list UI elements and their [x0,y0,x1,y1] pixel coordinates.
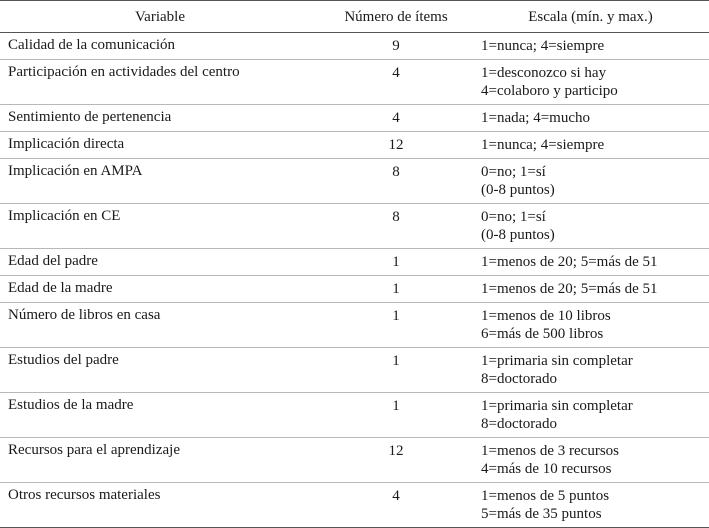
table-row [0,483,709,528]
header-variable: Variable [135,8,185,25]
table-row [0,33,709,60]
scale-cell [472,204,709,248]
header-item-count: Número de ítems [344,8,448,25]
scale-line: 1=menos de 20; 5=más de 51 [481,254,658,270]
scale-line: 1=menos de 5 puntos [481,488,610,504]
item-count-cell: 1 [392,281,400,297]
scale-line: 4=colaboro y participo [481,83,618,99]
scale-line: 6=más de 500 libros [481,326,604,342]
scale-line: 0=no; 1=sí [481,209,546,225]
variable-cell: Edad de la madre [8,280,113,296]
scale-line: 0=no; 1=sí [481,164,546,180]
item-count-cell: 8 [392,209,400,225]
item-count-cell: 1 [392,308,400,324]
item-count-cell: 1 [392,254,400,270]
item-count-cell: 4 [392,488,400,504]
header-scale: Escala (mín. y max.) [528,8,653,25]
scale-cell [472,33,709,59]
scale-line: (0-8 puntos) [481,182,555,198]
scale-line: 1=nunca; 4=siempre [481,137,605,153]
item-count-cell: 4 [392,110,400,126]
scale-line: 5=más de 35 puntos [481,506,602,522]
scale-line: 1=menos de 20; 5=más de 51 [481,281,658,297]
scale-line: 8=doctorado [481,416,557,432]
table-row [0,204,709,249]
scale-line: 4=más de 10 recursos [481,461,612,477]
table-row [0,132,709,159]
scale-cell [472,348,709,392]
scale-line: 1=desconozco si hay [481,65,607,81]
table-row [0,60,709,105]
scale-line: 1=menos de 10 libros [481,308,611,324]
table-row [0,249,709,276]
item-count-cell: 4 [392,65,400,81]
scale-cell [472,132,709,158]
item-count-cell: 1 [392,353,400,369]
item-count-cell: 8 [392,164,400,180]
scale-cell [472,303,709,347]
variable-cell: Recursos para el aprendizaje [8,442,180,458]
table-header-row [0,0,709,33]
table-body [0,33,709,528]
variable-cell: Estudios del padre [8,352,119,368]
scale-line: 8=doctorado [481,371,557,387]
item-count-cell: 12 [388,137,404,153]
variable-cell: Otros recursos materiales [8,487,161,503]
scale-cell [472,438,709,482]
scale-line: (0-8 puntos) [481,227,555,243]
scale-cell [472,159,709,203]
item-count-cell: 9 [392,38,400,54]
scale-line: 1=nunca; 4=siempre [481,38,605,54]
scale-cell [472,60,709,104]
table-row [0,348,709,393]
table-row [0,393,709,438]
variable-cell: Implicación en AMPA [8,163,143,179]
variable-cell: Sentimiento de pertenencia [8,109,172,125]
item-count-cell: 12 [388,443,404,459]
scale-cell [472,483,709,527]
variable-cell: Implicación en CE [8,208,121,224]
variable-cell: Implicación directa [8,136,125,152]
table-row [0,159,709,204]
scale-line: 1=menos de 3 recursos [481,443,620,459]
table-row [0,438,709,483]
scale-cell [472,249,709,275]
table-row [0,105,709,132]
table-row [0,303,709,348]
scale-cell [472,393,709,437]
scale-cell [472,105,709,131]
scale-cell [472,276,709,302]
variable-cell: Número de libros en casa [8,307,161,323]
variable-cell: Participación en actividades del centro [8,64,240,80]
variable-cell: Estudios de la madre [8,397,134,413]
scale-line: 1=primaria sin completar [481,398,633,414]
scale-line: 1=primaria sin completar [481,353,633,369]
variable-cell: Edad del padre [8,253,98,269]
variable-cell: Calidad de la comunicación [8,37,176,53]
table-row [0,276,709,303]
item-count-cell: 1 [392,398,400,414]
scale-line: 1=nada; 4=mucho [481,110,590,126]
